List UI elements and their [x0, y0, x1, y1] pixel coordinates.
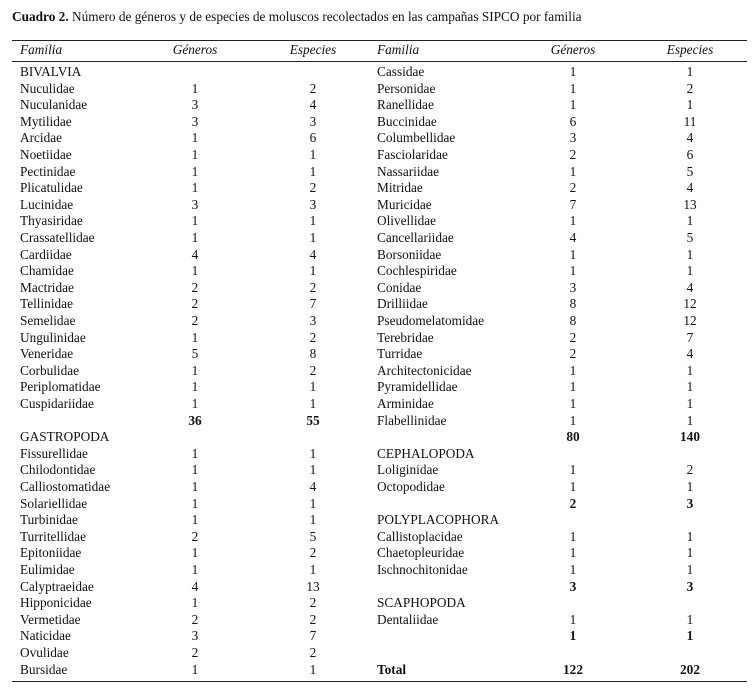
cell-familia: Semelidae	[20, 313, 76, 328]
cell-familia: Naticidae	[20, 628, 71, 644]
cell-generos: 1	[569, 97, 577, 113]
cell-generos: 1	[191, 130, 199, 146]
cell-familia: Mactridae	[20, 279, 74, 295]
cell-generos: 1	[569, 64, 577, 79]
cell-generos: 1	[569, 479, 577, 494]
cell-generos: 1	[569, 562, 577, 577]
cell-familia: Loliginidae	[377, 462, 439, 478]
cell-especies: 1	[309, 379, 317, 395]
cell-especies: 140	[680, 429, 700, 445]
cell-generos: 36	[188, 412, 202, 428]
header-especies: Especies	[289, 42, 337, 57]
cell-generos: 1	[569, 80, 577, 96]
cell-familia: Chilodontidae	[20, 462, 96, 478]
cell-especies: 1	[686, 628, 694, 644]
cell-generos: 1	[191, 147, 199, 162]
cell-especies: 1	[309, 445, 317, 461]
header-generos: Géneros	[550, 42, 596, 57]
cell-especies: 1	[309, 512, 317, 528]
cell-generos: 1	[191, 595, 199, 611]
cell-especies: 2	[309, 595, 317, 611]
cell-familia: Cuspidariidae	[20, 396, 94, 411]
cell-especies: 1	[309, 462, 317, 478]
cell-generos: 1	[191, 462, 199, 478]
cell-generos: 6	[569, 113, 577, 129]
cell-familia: Nassariidae	[377, 163, 440, 179]
cell-familia: Pyramidellidae	[377, 379, 458, 395]
cell-generos: 8	[569, 296, 577, 312]
cell-familia: GASTROPODA	[20, 429, 110, 445]
cell-familia: Pseudomelatomidae	[377, 313, 485, 328]
cell-especies: 4	[309, 479, 317, 494]
cell-especies: 7	[309, 628, 317, 644]
cell-familia: Epitoniidae	[20, 545, 82, 561]
cell-generos: 1	[569, 528, 577, 544]
cell-generos: 4	[191, 246, 199, 262]
cell-generos: 3	[191, 196, 199, 212]
cell-generos: 1	[191, 512, 199, 528]
cell-familia: Lucinidae	[20, 196, 74, 212]
cell-familia: Arcidae	[20, 130, 63, 146]
cell-especies: 1	[309, 495, 317, 511]
cell-especies: 1	[686, 562, 694, 577]
cell-familia: Cardiidae	[20, 246, 72, 262]
cell-generos: 1	[569, 379, 577, 395]
cell-familia: Dentaliidae	[377, 611, 439, 627]
cell-generos: 122	[563, 661, 583, 677]
cell-familia: Chamidae	[20, 263, 74, 279]
cell-especies: 4	[686, 346, 694, 362]
cell-generos: 2	[191, 528, 199, 544]
cell-familia: Personidae	[377, 80, 436, 96]
cell-generos: 1	[569, 396, 577, 411]
cell-familia: Hipponicidae	[20, 595, 92, 611]
cell-familia: Calyptraeidae	[20, 578, 94, 594]
cell-familia: CEPHALOPODA	[377, 445, 475, 461]
cell-especies: 1	[309, 147, 317, 162]
bottom-rule	[12, 681, 747, 682]
cell-especies: 1	[686, 362, 694, 378]
cell-familia: Fasciolaridae	[377, 147, 448, 162]
cell-especies: 5	[686, 230, 694, 245]
cell-generos: 1	[191, 445, 199, 461]
cell-especies: 4	[686, 180, 694, 196]
cell-especies: 1	[686, 246, 694, 262]
table-caption	[12, 9, 582, 25]
cell-generos: 1	[191, 329, 199, 345]
cell-especies: 13	[683, 196, 697, 212]
cell-generos: 1	[569, 628, 577, 644]
cell-generos: 1	[569, 611, 577, 627]
cell-familia: Columbellidae	[377, 130, 456, 146]
cell-especies: 7	[686, 329, 694, 345]
cell-familia: Nuculanidae	[20, 97, 88, 113]
cell-familia: Vermetidae	[20, 611, 81, 627]
cell-especies: 1	[309, 661, 317, 677]
cell-generos: 2	[569, 180, 577, 196]
cell-generos: 4	[569, 230, 577, 245]
cell-especies: 1	[686, 412, 694, 428]
cell-generos: 2	[191, 611, 199, 627]
cell-especies: 2	[309, 329, 317, 345]
cell-generos: 1	[569, 213, 577, 229]
cell-generos: 1	[191, 163, 199, 179]
cell-familia: SCAPHOPODA	[377, 595, 466, 611]
cell-especies: 3	[309, 196, 317, 212]
cell-especies: 1	[686, 379, 694, 395]
cell-familia: Cancellariidae	[377, 230, 454, 245]
cell-especies: 2	[309, 279, 317, 295]
cell-familia: Turritellidae	[20, 528, 86, 544]
cell-familia: Veneridae	[20, 346, 74, 362]
cell-especies: 1	[686, 64, 694, 79]
cell-familia: Octopodidae	[377, 479, 445, 494]
cell-especies: 5	[686, 163, 694, 179]
cell-especies: 3	[686, 578, 694, 594]
cell-familia: Crassatellidae	[20, 230, 95, 245]
cell-generos: 80	[566, 429, 580, 445]
cell-generos: 2	[191, 279, 199, 295]
cell-familia: Solariellidae	[20, 495, 88, 511]
cell-familia: Ranellidae	[377, 97, 434, 113]
cell-generos: 8	[569, 313, 577, 328]
cell-familia: Tellinidae	[20, 296, 73, 312]
cell-especies: 1	[309, 263, 317, 279]
cell-especies: 3	[686, 495, 694, 511]
caption-text: Número de géneros y de especies de moluscos recolectados en las campañas SIPCO por familia	[68, 9, 582, 24]
cell-familia: Pectinidae	[20, 163, 76, 179]
cell-familia: Flabellinidae	[377, 412, 447, 428]
cell-familia: Ovulidae	[20, 645, 69, 660]
cell-familia: Buccinidae	[377, 113, 437, 129]
cell-familia: Muricidae	[377, 196, 432, 212]
cell-familia: Borsoniidae	[377, 246, 442, 262]
cell-familia: POLYPLACOPHORA	[377, 512, 500, 528]
cell-generos: 2	[191, 313, 199, 328]
cell-generos: 1	[191, 545, 199, 561]
cell-especies: 7	[309, 296, 317, 312]
cell-familia: Olivellidae	[377, 213, 437, 229]
cell-generos: 3	[191, 628, 199, 644]
cell-familia: Callistoplacidae	[377, 528, 463, 544]
cell-generos: 3	[569, 279, 577, 295]
cell-especies: 11	[683, 113, 697, 129]
cell-familia: Ischnochitonidae	[377, 562, 468, 577]
cell-especies: 12	[683, 296, 697, 312]
cell-familia: Eulimidae	[20, 562, 75, 577]
cell-generos: 5	[191, 346, 199, 362]
cell-especies: 202	[680, 661, 700, 677]
cell-familia: Turbinidae	[20, 512, 78, 528]
cell-familia: Turridae	[377, 346, 423, 362]
cell-generos: 1	[191, 562, 199, 577]
cell-especies: 2	[309, 180, 317, 196]
cell-especies: 12	[683, 313, 697, 328]
cell-especies: 1	[309, 163, 317, 179]
cell-familia: Cassidae	[377, 64, 425, 79]
cell-generos: 3	[191, 113, 199, 129]
caption-label: Cuadro 2.	[12, 9, 69, 24]
cell-generos: 3	[569, 130, 577, 146]
cell-familia: Mitridae	[377, 180, 423, 196]
cell-generos: 2	[569, 346, 577, 362]
cell-familia: Architectonicidae	[377, 362, 472, 378]
cell-especies: 1	[686, 97, 694, 113]
cell-generos: 1	[191, 661, 199, 677]
cell-generos: 1	[569, 163, 577, 179]
cell-familia: Fissurellidae	[20, 445, 88, 461]
cell-generos: 2	[569, 147, 577, 162]
cell-generos: 1	[191, 396, 199, 411]
cell-familia: Bursidae	[20, 661, 68, 677]
cell-generos: 1	[191, 495, 199, 511]
cell-generos: 2	[569, 495, 577, 511]
cell-especies: 4	[309, 246, 317, 262]
cell-especies: 3	[309, 113, 317, 129]
cell-especies: 2	[309, 80, 317, 96]
cell-familia: Arminidae	[377, 396, 434, 411]
cell-generos: 3	[569, 578, 577, 594]
cell-generos: 1	[191, 479, 199, 494]
cell-especies: 13	[306, 578, 320, 594]
cell-especies: 4	[686, 130, 694, 146]
cell-especies: 1	[686, 611, 694, 627]
cell-generos: 1	[191, 80, 199, 96]
cell-especies: 2	[686, 462, 694, 478]
cell-especies: 4	[309, 97, 317, 113]
cell-familia: Calliostomatidae	[20, 479, 111, 494]
cell-generos: 1	[569, 462, 577, 478]
cell-familia: Periplomatidae	[20, 379, 101, 395]
cell-especies: 2	[686, 80, 694, 96]
cell-especies: 3	[309, 313, 317, 328]
cell-familia: Mytilidae	[20, 113, 72, 129]
cell-especies: 1	[686, 263, 694, 279]
cell-especies: 1	[686, 545, 694, 561]
top-rule	[12, 40, 747, 41]
cell-especies: 1	[309, 562, 317, 577]
cell-generos: 1	[191, 230, 199, 245]
cell-generos: 1	[569, 362, 577, 378]
cell-familia: Thyasiridae	[20, 213, 83, 229]
cell-familia: Drilliidae	[377, 296, 428, 312]
cell-especies: 5	[309, 528, 317, 544]
cell-generos: 4	[191, 578, 199, 594]
cell-generos: 3	[191, 97, 199, 113]
cell-familia: BIVALVIA	[20, 64, 82, 79]
header-especies: Especies	[666, 42, 714, 57]
cell-especies: 2	[309, 611, 317, 627]
header-familia: Familia	[377, 42, 420, 57]
cell-especies: 2	[309, 645, 317, 660]
cell-generos: 1	[191, 180, 199, 196]
cell-familia: Noetiidae	[20, 147, 72, 162]
cell-familia: Nuculidae	[20, 80, 75, 96]
cell-especies: 1	[309, 213, 317, 229]
cell-familia: Total	[377, 661, 407, 677]
cell-generos: 1	[569, 263, 577, 279]
cell-familia: Chaetopleuridae	[377, 545, 465, 561]
cell-especies: 4	[686, 279, 694, 295]
header-rule	[12, 61, 747, 62]
cell-familia: Corbulidae	[20, 362, 80, 378]
cell-familia: Cochlespiridae	[377, 263, 457, 279]
cell-especies: 1	[686, 213, 694, 229]
cell-especies: 2	[309, 545, 317, 561]
cell-especies: 1	[686, 479, 694, 494]
cell-especies: 6	[309, 130, 317, 146]
cell-especies: 55	[306, 412, 320, 428]
header-generos: Géneros	[172, 42, 218, 57]
cell-especies: 1	[686, 396, 694, 411]
cell-generos: 1	[191, 362, 199, 378]
cell-generos: 1	[569, 545, 577, 561]
header-familia: Familia	[20, 42, 63, 57]
cell-especies: 6	[686, 147, 694, 162]
cell-generos: 2	[191, 645, 199, 660]
cell-generos: 2	[191, 296, 199, 312]
cell-generos: 2	[569, 329, 577, 345]
cell-generos: 1	[569, 412, 577, 428]
cell-familia: Ungulinidae	[20, 329, 86, 345]
cell-generos: 7	[569, 196, 577, 212]
cell-especies: 8	[309, 346, 317, 362]
cell-especies: 1	[309, 396, 317, 411]
cell-generos: 1	[191, 213, 199, 229]
cell-especies: 2	[309, 362, 317, 378]
cell-especies: 1	[686, 528, 694, 544]
cell-generos: 1	[191, 263, 199, 279]
cell-especies: 1	[309, 230, 317, 245]
cell-familia: Terebridae	[377, 329, 434, 345]
cell-familia: Plicatulidae	[20, 180, 83, 196]
cell-generos: 1	[191, 379, 199, 395]
cell-familia: Conidae	[377, 279, 422, 295]
cell-generos: 1	[569, 246, 577, 262]
